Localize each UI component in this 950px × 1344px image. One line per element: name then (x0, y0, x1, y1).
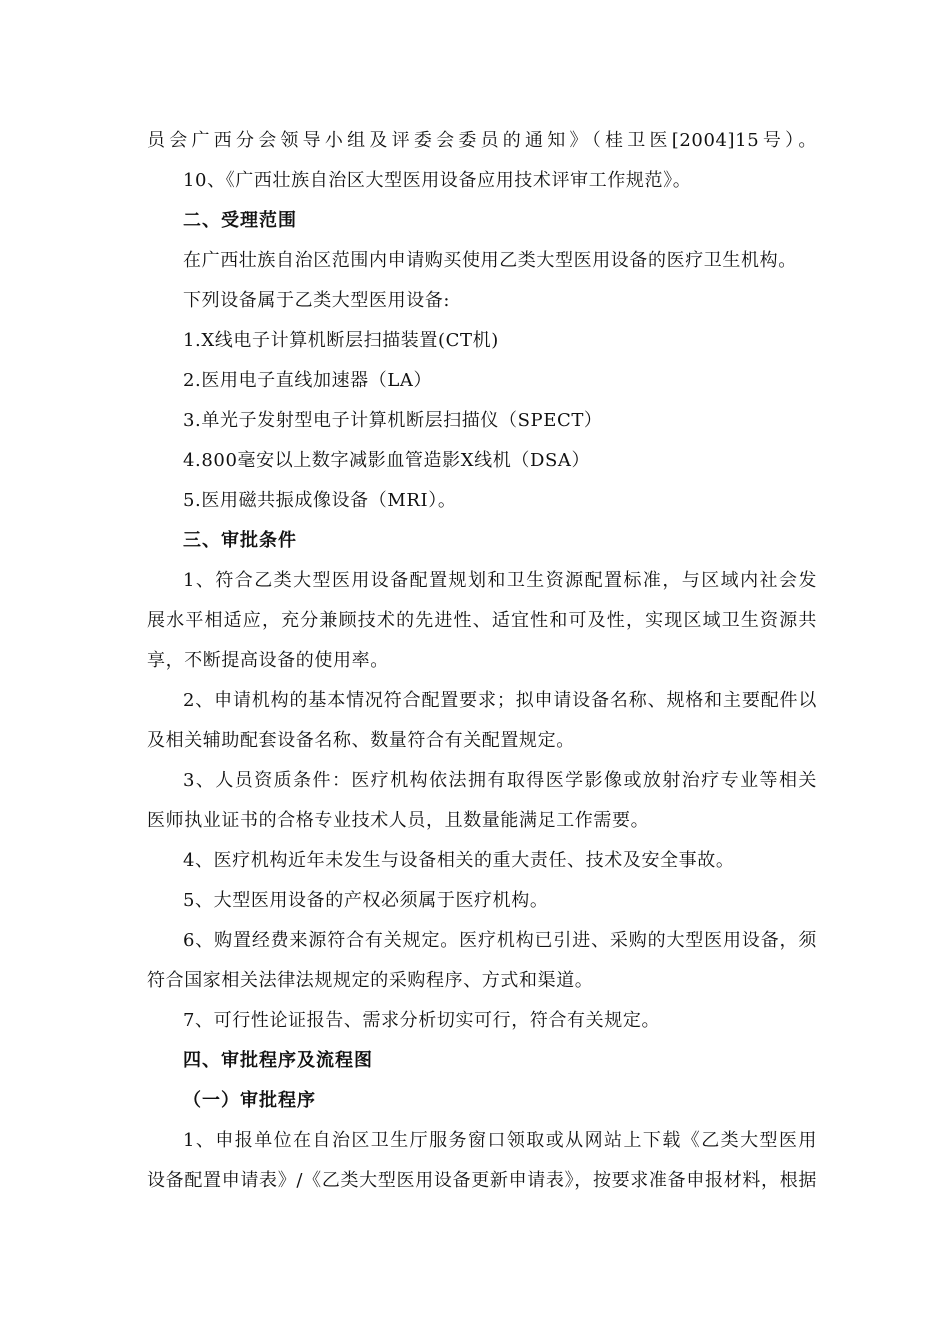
text-line: 5、大型医用设备的产权必须属于医疗机构。 (183, 890, 549, 911)
list-item: 1.X线电子计算机断层扫描装置(CT机) (183, 330, 499, 351)
text-line: 医师执业证书的合格专业技术人员，且数量能满足工作需要。 (147, 810, 650, 831)
text-line: 设备配置申请表》/《乙类大型医用设备更新申请表》，按要求准备申报材料，根据 (147, 1170, 817, 1191)
section-heading: 四、审批程序及流程图 (183, 1050, 373, 1071)
text-line: 7、可行性论证报告、需求分析切实可行，符合有关规定。 (183, 1010, 661, 1031)
text-line: 在广西壮族自治区范围内申请购买使用乙类大型医用设备的医疗卫生机构。 (183, 250, 797, 271)
section-heading: 三、审批条件 (183, 530, 297, 551)
section-heading: 二、受理范围 (183, 210, 297, 231)
text-line: 符合国家相关法律法规规定的采购程序、方式和渠道。 (147, 970, 594, 991)
text-line: 员会广西分会领导小组及评委会委员的通知》（桂卫医[2004]15号）。 (147, 130, 817, 151)
list-item: 4.800毫安以上数字减影血管造影X线机（DSA） (183, 450, 591, 471)
text-line: 4、医疗机构近年未发生与设备相关的重大责任、技术及安全事故。 (183, 850, 735, 871)
list-item: 3.单光子发射型电子计算机断层扫描仪（SPECT） (183, 410, 603, 431)
text-line: 及相关辅助配套设备名称、数量符合有关配置规定。 (147, 730, 575, 751)
text-line: 展水平相适应，充分兼顾技术的先进性、适宜性和可及性，实现区域卫生资源共 (147, 610, 817, 631)
text-line: 享，不断提高设备的使用率。 (147, 650, 389, 671)
text-line: 3、人员资质条件：医疗机构依法拥有取得医学影像或放射治疗专业等相关 (183, 770, 817, 791)
list-item: 2.医用电子直线加速器（LA） (183, 370, 433, 391)
text-line: 1、符合乙类大型医用设备配置规划和卫生资源配置标准，与区域内社会发 (183, 570, 817, 591)
text-line: 6、购置经费来源符合有关规定。医疗机构已引进、采购的大型医用设备，须 (183, 930, 817, 951)
list-item: 5.医用磁共振成像设备（MRI）。 (183, 490, 457, 511)
list-item: 10、《广西壮族自治区大型医用设备应用技术评审工作规范》。 (183, 170, 692, 191)
text-line: 2、申请机构的基本情况符合配置要求；拟申请设备名称、规格和主要配件以 (183, 690, 817, 711)
subsection-heading: （一）审批程序 (183, 1090, 316, 1111)
text-line: 1、申报单位在自治区卫生厅服务窗口领取或从网站上下载《乙类大型医用 (183, 1130, 817, 1151)
text-line: 下列设备属于乙类大型医用设备: (183, 290, 451, 311)
